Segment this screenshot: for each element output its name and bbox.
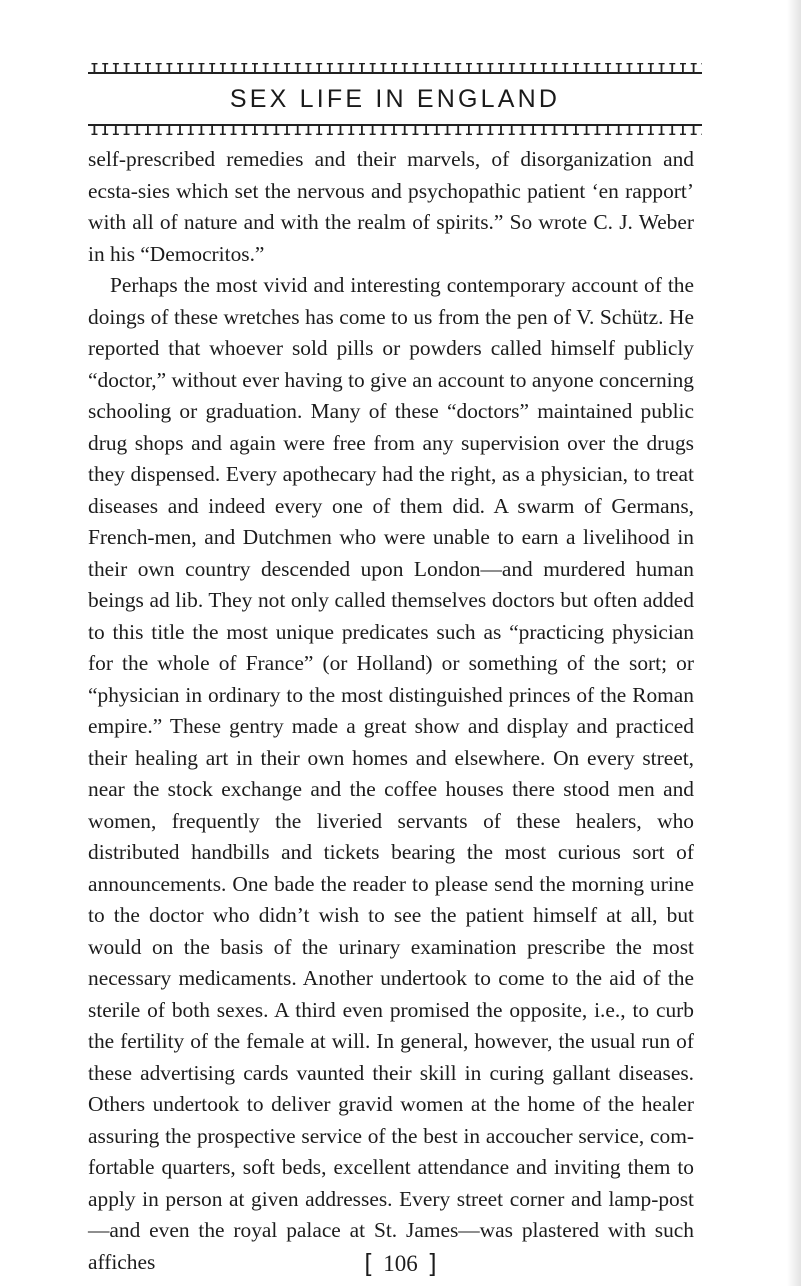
ornament-rule-bottom (88, 124, 702, 136)
running-title: SEX LIFE IN ENGLAND (229, 85, 561, 113)
folio-open-bracket: [ (364, 1249, 372, 1277)
page-number: 106 (383, 1251, 418, 1276)
folio-close-bracket: ] (429, 1249, 437, 1277)
ornament-rule-top (88, 62, 702, 74)
page-edge-shadow (787, 0, 801, 1286)
paragraph: self-prescribed remedies and their marvels, of disorganization and ecsta-sies which set the nervous and psychopathic patient ‘en rapport’ with all of nature and with the realm of spirits.” So wrote C. J. Weber in his “Democritos.” (88, 147, 694, 266)
page-number-line (0, 1247, 801, 1280)
body-text (88, 144, 694, 1278)
paragraph: Perhaps the most vivid and interesting contemporary account of the doings of these wretches has come to us from the pen of V. Schütz. He reported that whoever sold pills or powders called himself publicly “doctor,” without ever having to give an account to anyone concerning schooling or graduation. Many of these “doctors” maintained public drug shops and again were free from any supervision over the drugs they dispensed. Every apothecary had the right, as a physician, to treat diseases and indeed every one of them did. A swarm of Germans, French-men, and Dutchmen who were unable to earn a livelihood in their own country descended upon London—and murdered human beings ad lib. They not only called themselves doctors but often added to this title the most unique predicates such as “practicing physician for the whole of France” (or Holland) or something of the sort; or “physician in ordinary to the most distinguished princes of the Roman empire.” These gentry made a great show and display and practiced their healing art in their own homes and elsewhere. On every street, near the stock exchange and the coffee houses there stood men and women, frequently the liveried servants of these healers, who distributed handbills and tickets bearing the most curious sort of announcements. One bade the reader to please send the morning urine to the doctor who didn’t wish to see the patient himself at all, but would on the basis of the urinary examination prescribe the most necessary medicaments. Another undertook to come to the aid of the sterile of both sexes. A third even promised the opposite, i.e., to curb the fertility of the female at will. In general, however, the usual run of these advertising cards vaunted their skill in curing gallant diseases. Others undertook to deliver gravid women at the home of the healer assuring the prospective service of the best in accoucher service, com-fortable quarters, soft beds, excellent attendance and inviting them to apply in person at given addresses. Every street corner and lamp-post—and even the royal palace at St. James—was plastered with such affiches (88, 273, 694, 1274)
